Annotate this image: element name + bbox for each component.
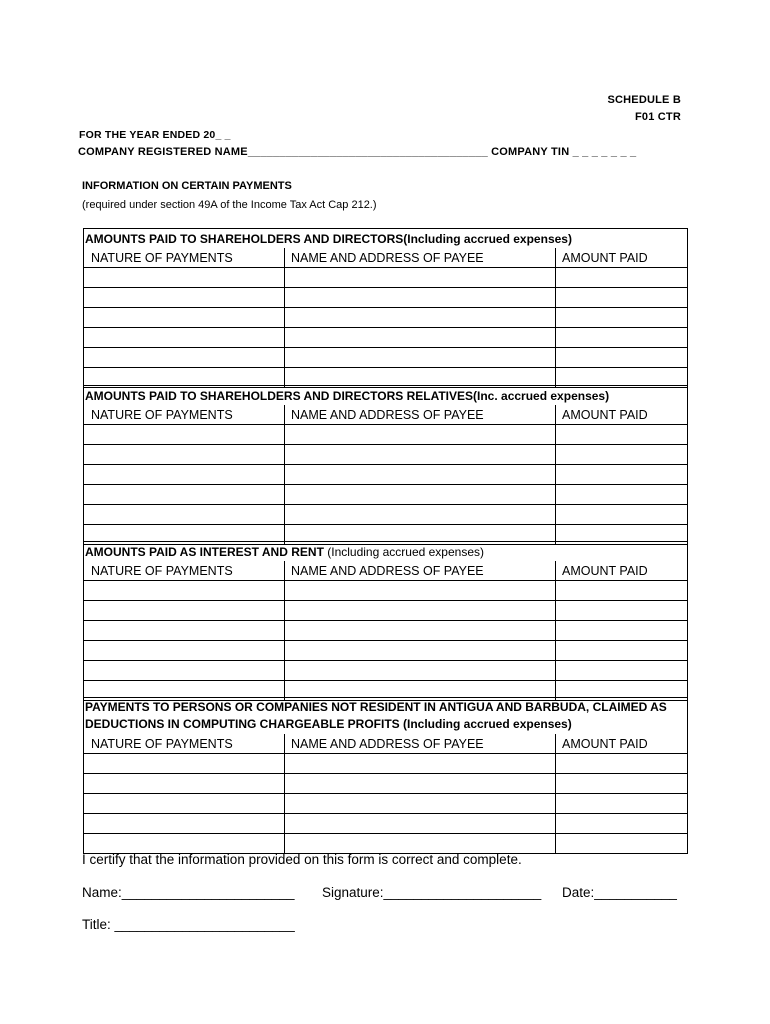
amount-cell[interactable] <box>556 814 688 834</box>
payments-table-shareholders <box>83 228 688 388</box>
section-title: PAYMENTS TO PERSONS OR COMPANIES NOT RESIDENT IN ANTIGUA AND BARBUDA, CLAIMED AS DEDUCTIONS IN COMPUTING CHARGEABLE PROFITS (Including accrued expenses) <box>84 698 688 735</box>
payee-cell[interactable] <box>285 621 556 641</box>
table-row <box>84 505 688 525</box>
amount-cell[interactable] <box>556 288 688 308</box>
payee-cell[interactable] <box>285 328 556 348</box>
amount-cell[interactable] <box>556 505 688 525</box>
nature-cell[interactable] <box>84 465 285 485</box>
col-name-address-payee: NAME AND ADDRESS OF PAYEE <box>285 248 556 268</box>
table-row <box>84 641 688 661</box>
table-row <box>84 774 688 794</box>
table-row <box>84 834 688 854</box>
col-nature-of-payments: NATURE OF PAYMENTS <box>84 248 285 268</box>
name-field[interactable]: Name:_______________________ <box>82 885 295 900</box>
form-code: F01 CTR <box>634 111 681 123</box>
payee-cell[interactable] <box>285 661 556 681</box>
nature-cell[interactable] <box>84 485 285 505</box>
payee-cell[interactable] <box>285 445 556 465</box>
amount-cell[interactable] <box>556 465 688 485</box>
nature-cell[interactable] <box>84 425 285 445</box>
payee-cell[interactable] <box>285 754 556 774</box>
payments-table-non-resident <box>83 697 688 854</box>
signature-field[interactable]: Signature:_____________________ <box>322 885 542 900</box>
section-title: AMOUNTS PAID TO SHAREHOLDERS AND DIRECTORS RELATIVES(Inc. accrued expenses) <box>84 386 688 406</box>
nature-cell[interactable] <box>84 621 285 641</box>
nature-cell[interactable] <box>84 661 285 681</box>
col-amount-paid: AMOUNT PAID <box>556 734 688 754</box>
certification-text: I certify that the information provided on this form is correct and complete. <box>82 852 522 867</box>
table-row <box>84 754 688 774</box>
col-nature-of-payments: NATURE OF PAYMENTS <box>84 561 285 581</box>
amount-cell[interactable] <box>556 794 688 814</box>
amount-cell[interactable] <box>556 308 688 328</box>
nature-cell[interactable] <box>84 774 285 794</box>
year-ended-field: FOR THE YEAR ENDED 20_ _ <box>79 129 231 141</box>
amount-cell[interactable] <box>556 834 688 854</box>
payee-cell[interactable] <box>285 465 556 485</box>
col-name-address-payee: NAME AND ADDRESS OF PAYEE <box>285 561 556 581</box>
payee-cell[interactable] <box>285 505 556 525</box>
payee-cell[interactable] <box>285 601 556 621</box>
schedule-label: SCHEDULE B <box>607 94 681 106</box>
nature-cell[interactable] <box>84 445 285 465</box>
amount-cell[interactable] <box>556 661 688 681</box>
col-name-address-payee: NAME AND ADDRESS OF PAYEE <box>285 734 556 754</box>
table-row <box>84 601 688 621</box>
nature-cell[interactable] <box>84 308 285 328</box>
payee-cell[interactable] <box>285 268 556 288</box>
table-row <box>84 814 688 834</box>
title-field[interactable]: Title: ________________________ <box>82 917 295 932</box>
nature-cell[interactable] <box>84 268 285 288</box>
section-title: AMOUNTS PAID AS INTEREST AND RENT (Including accrued expenses) <box>84 542 688 562</box>
table-row <box>84 621 688 641</box>
payee-cell[interactable] <box>285 288 556 308</box>
col-nature-of-payments: NATURE OF PAYMENTS <box>84 405 285 425</box>
payee-cell[interactable] <box>285 794 556 814</box>
amount-cell[interactable] <box>556 425 688 445</box>
nature-cell[interactable] <box>84 754 285 774</box>
col-nature-of-payments: NATURE OF PAYMENTS <box>84 734 285 754</box>
nature-cell[interactable] <box>84 328 285 348</box>
nature-cell[interactable] <box>84 641 285 661</box>
col-amount-paid: AMOUNT PAID <box>556 405 688 425</box>
info-subtitle: (required under section 49A of the Income Tax Act Cap 212.) <box>82 199 377 211</box>
nature-cell[interactable] <box>84 814 285 834</box>
nature-cell[interactable] <box>84 601 285 621</box>
col-name-address-payee: NAME AND ADDRESS OF PAYEE <box>285 405 556 425</box>
payee-cell[interactable] <box>285 485 556 505</box>
table-row <box>84 445 688 465</box>
table-row <box>84 308 688 328</box>
info-title: INFORMATION ON CERTAIN PAYMENTS <box>82 180 292 192</box>
date-field[interactable]: Date:___________ <box>562 885 677 900</box>
col-amount-paid: AMOUNT PAID <box>556 561 688 581</box>
payee-cell[interactable] <box>285 308 556 328</box>
amount-cell[interactable] <box>556 485 688 505</box>
section-title: AMOUNTS PAID TO SHAREHOLDERS AND DIRECTORS(Including accrued expenses) <box>84 229 688 249</box>
table-row <box>84 794 688 814</box>
amount-cell[interactable] <box>556 445 688 465</box>
table-row <box>84 268 688 288</box>
col-amount-paid: AMOUNT PAID <box>556 248 688 268</box>
payments-table-relatives <box>83 385 688 545</box>
table-row <box>84 328 688 348</box>
payee-cell[interactable] <box>285 425 556 445</box>
table-row <box>84 288 688 308</box>
nature-cell[interactable] <box>84 834 285 854</box>
amount-cell[interactable] <box>556 328 688 348</box>
amount-cell[interactable] <box>556 754 688 774</box>
nature-cell[interactable] <box>84 794 285 814</box>
nature-cell[interactable] <box>84 348 285 368</box>
payee-cell[interactable] <box>285 814 556 834</box>
amount-cell[interactable] <box>556 348 688 368</box>
nature-cell[interactable] <box>84 581 285 601</box>
table-row <box>84 425 688 445</box>
table-row <box>84 465 688 485</box>
payee-cell[interactable] <box>285 581 556 601</box>
payee-cell[interactable] <box>285 834 556 854</box>
payee-cell[interactable] <box>285 641 556 661</box>
amount-cell[interactable] <box>556 774 688 794</box>
table-row <box>84 661 688 681</box>
payee-cell[interactable] <box>285 774 556 794</box>
amount-cell[interactable] <box>556 621 688 641</box>
amount-cell[interactable] <box>556 268 688 288</box>
payments-table-interest-rent <box>83 541 688 701</box>
table-row <box>84 348 688 368</box>
table-row <box>84 485 688 505</box>
payee-cell[interactable] <box>285 348 556 368</box>
nature-cell[interactable] <box>84 505 285 525</box>
amount-cell[interactable] <box>556 581 688 601</box>
amount-cell[interactable] <box>556 601 688 621</box>
table-row <box>84 581 688 601</box>
company-name-field: COMPANY REGISTERED NAME______________________________________ COMPANY TIN _ _ _ _ _ _ _ <box>78 146 637 158</box>
nature-cell[interactable] <box>84 288 285 308</box>
amount-cell[interactable] <box>556 641 688 661</box>
